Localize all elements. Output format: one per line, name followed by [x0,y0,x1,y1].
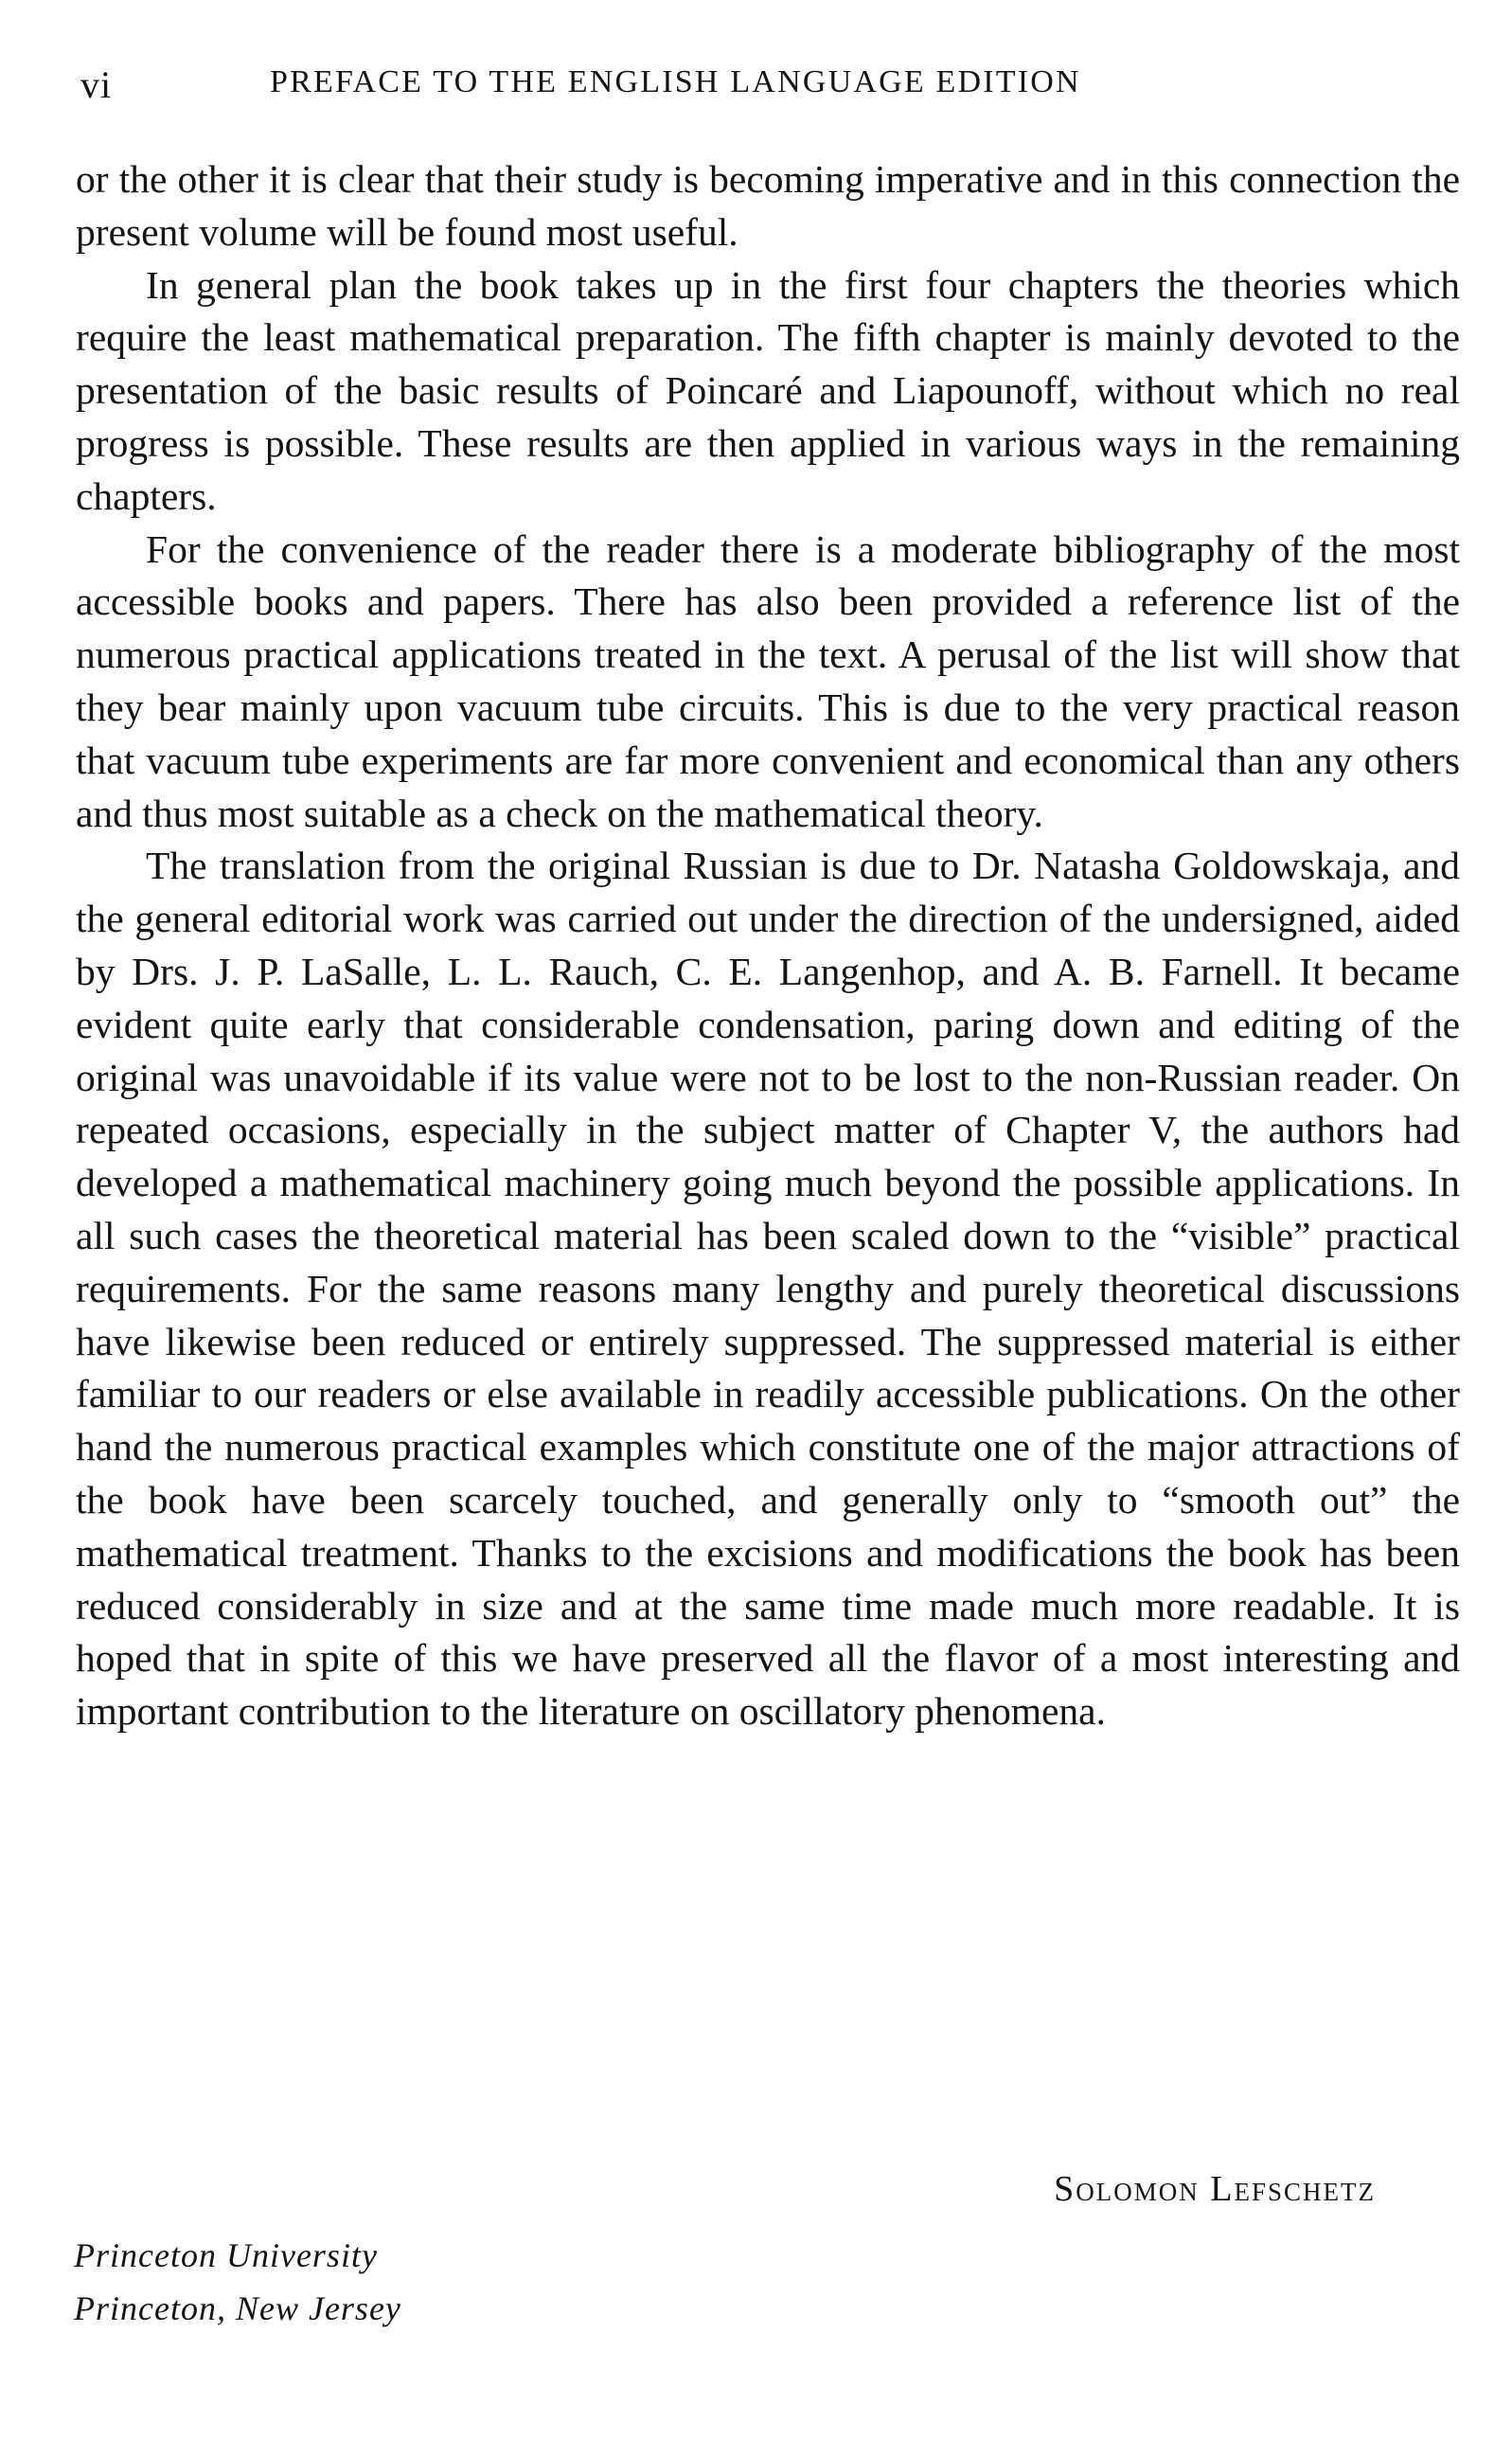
running-head: PREFACE TO THE ENGLISH LANGUAGE EDITION [270,64,1081,99]
paragraph-continuation: or the other it is clear that their study is becoming imperative and in this connection the present volume will be found most useful. [76,157,1460,254]
affiliation-location: Princeton, New Jersey [74,2289,401,2327]
body-text [76,153,1460,1738]
affiliation-institution: Princeton University [74,2236,378,2274]
page-header [80,62,1463,119]
signature: Solomon Lefschetz [1054,2169,1376,2209]
affiliation [74,2229,401,2335]
paragraph-bibliography: For the convenience of the reader there is a moderate bibliography of the most accessible books and papers. There has also been provided a reference list of the numerous practical applications treated in the text. A perusal of the list will show that they bear mainly upon vacuum tube circuits. This is due to the very practical reason that vacuum tube experiments are far more convenient and economical than any others and thus most suitable as a check on the mathematical theory. [76,526,1460,835]
paragraph-translation: The translation from the original Russian is due to Dr. Natasha Goldowskaja, and the general editorial work was carried out under the direction of the undersigned, aided by Drs. J. P. LaSalle, L. L. Rauch, C. E. Langenhop, and A. B. Farnell. It became evident quite early that considerable condensation, paring down and editing of the original was unavoidable if its value were not to be lost to the non-Russian reader. On repeated occasions, especially in the subject matter of Chapter V, the authors had developed a mathematical machinery going much beyond the possible applications. In all such cases the theoretical material has been scaled down to the “visible” practical requirements. For the same reasons many lengthy and purely theoretical discussions have likewise been reduced or entirely suppressed. The suppressed material is either familiar to our readers or else available in readily accessible publications. On the other hand the numerous practical examples which constitute one of the major attractions of the book have been scarcely touched, and generally only to “smooth out” the mathematical treatment. Thanks to the excisions and modifications the book has been reduced considerably in size and at the same time made much more readable. It is hoped that in spite of this we have preserved all the flavor of a most interesting and important contribution to the literature on oscillatory phenomena. [76,844,1460,1734]
paragraph-general-plan: In general plan the book takes up in the first four chapters the theories which require the least mathematical preparation. The fifth chapter is mainly devoted to the presentation of the basic results of Poincaré and Liapounoff, without which no real progress is possible. These results are then applied in various ways in the remaining chapters. [76,262,1460,518]
page-number: vi [80,63,113,106]
